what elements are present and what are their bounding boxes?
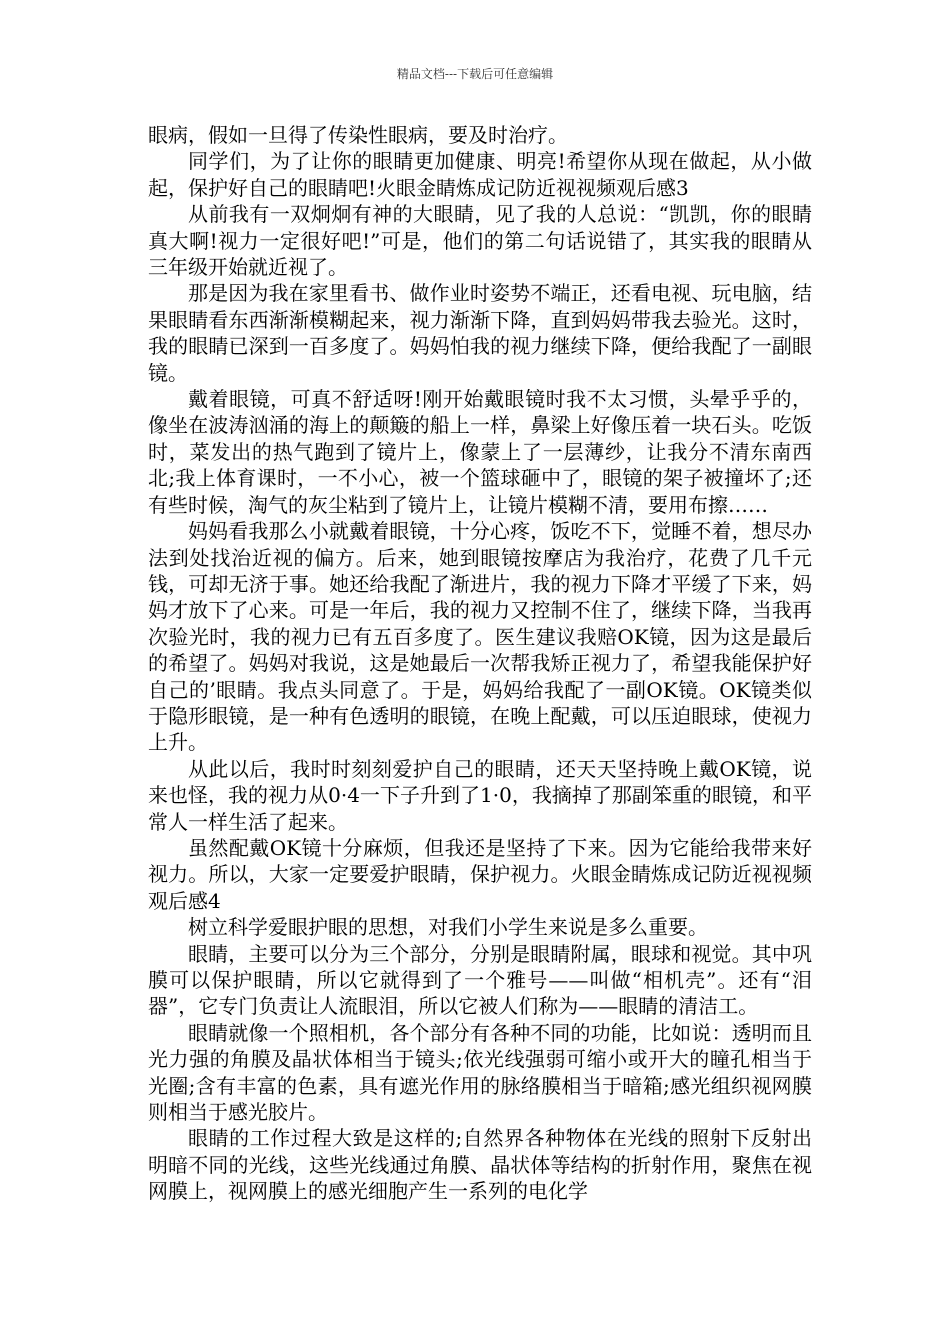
document-body — [148, 122, 812, 1205]
page-header: 精品文档---下载后可任意编辑 — [396, 67, 554, 81]
paragraph: 眼病，假如一旦得了传染性眼病，要及时治疗。 — [148, 123, 568, 147]
paragraph: 那是因为我在家里看书、做作业时姿势不端正，还看电视、玩电脑，结果眼睛看东西渐渐模糊起来，视力渐渐下降，直到妈妈带我去验光。这时，我的眼睛已深到一百多度了。妈妈怕我的视力继续下降，便给我配了一副眼镜。 — [148, 281, 812, 385]
paragraph: 眼睛，主要可以分为三个部分，分别是眼睛附属，眼球和视觉。其中巩膜可以保护眼睛，所以它就得到了一个雅号——叫做“相机壳”。还有“泪器”，它专门负责让人流眼泪，所以它被人们称为——眼睛的清洁工。 — [148, 941, 812, 1019]
paragraph: 眼睛就像一个照相机，各个部分有各种不同的功能，比如说：透明而且光力强的角膜及晶状体相当于镜头;依光线强弱可缩小或开大的瞳孔相当于光圈;含有丰富的色素，具有遮光作用的脉络膜相当于暗箱;感光组织视网膜则相当于感光胶片。 — [148, 1020, 812, 1125]
paragraph: 眼睛的工作过程大致是这样的;自然界各种物体在光线的照射下反射出明暗不同的光线，这些光线通过角膜、晶状体等结构的折射作用，聚焦在视网膜上，视网膜上的感光细胞产生一系列的电化学 — [148, 1126, 812, 1204]
paragraph: 同学们，为了让你的眼睛更加健康、明亮!希望你从现在做起，从小做起，保护好自己的眼睛吧!火眼金睛炼成记防近视视频观后感3 — [148, 149, 812, 200]
paragraph: 从此以后，我时时刻刻爱护自己的眼睛，还天天坚持晚上戴OK镜，说来也怪，我的视力从0·4一下子升到了1·0，我摘掉了那副笨重的眼镜，和平常人一样生活了起来。 — [148, 756, 812, 834]
paragraph: 从前我有一双炯炯有神的大眼睛，见了我的人总说：“凯凯，你的眼睛真大啊!视力一定很好吧!”可是，他们的第二句话说错了，其实我的眼睛从三年级开始就近视了。 — [148, 202, 812, 280]
paragraph: 戴着眼镜，可真不舒适呀!刚开始戴眼镜时我不太习惯，头晕乎乎的，像坐在波涛汹涌的海上的颠簸的船上一样，鼻梁上好像压着一块石头。吃饭时，菜发出的热气跑到了镜片上，像蒙上了一层薄纱，让我分不清东南西北;我上体育课时，一不小心，被一个篮球砸中了，眼镜的架子被撞坏了;还有些时候，淘气的灰尘粘到了镜片上，让镜片模糊不清，要用布擦…… — [148, 387, 812, 517]
paragraph: 树立科学爱眼护眼的思想，对我们小学生来说是多么重要。 — [188, 915, 708, 940]
paragraph: 妈妈看我那么小就戴着眼镜，十分心疼，饭吃不下，觉睡不着，想尽办法到处找治近视的偏方。后来，她到眼镜按摩店为我治疗，花费了几千元钱，可却无济于事。她还给我配了渐进片，我的视力下降才平缓了下来，妈妈才放下了心来。可是一年后，我的视力又控制不住了，继续下降，当我再次验光时，我的视力已有五百多度了。医生建议我赔OK镜，因为这是最后的希望了。妈妈对我说，这是她最后一次帮我矫正视力了，希望我能保护好自己的’眼睛。我点头同意了。于是，妈妈给我配了一副OK镜。OK镜类似于隐形眼镜，是一种有色透明的眼镜，在晚上配戴，可以压迫眼球，使视力上升。 — [148, 519, 812, 755]
paragraph: 虽然配戴OK镜十分麻烦，但我还是坚持了下来。因为它能给我带来好视力。所以，大家一定要爱护眼睛，保护视力。火眼金睛炼成记防近视视频观后感4 — [148, 835, 812, 913]
